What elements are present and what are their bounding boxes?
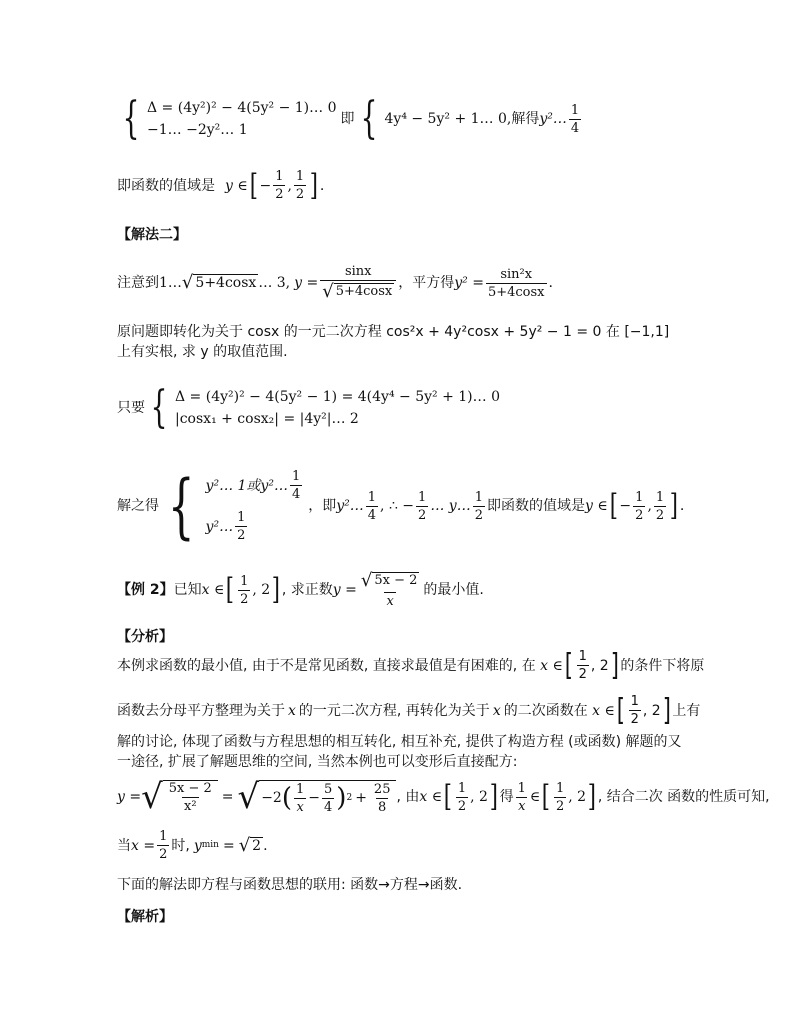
range-tail: 即函数的值域是 <box>486 498 585 514</box>
system-a-row-2: −1… −2y²… 1 <box>147 122 248 138</box>
frac-num: 1 <box>556 780 565 796</box>
para3d: 上有 <box>672 702 701 719</box>
y2-eq: y² = <box>454 275 484 291</box>
frac-den: 2 <box>556 798 565 814</box>
frac-den: 4 <box>324 799 333 815</box>
left-brace: { <box>167 465 195 547</box>
frac-den: 2 <box>240 591 249 607</box>
fraction-half-2 <box>554 782 566 813</box>
right-bracket: ] <box>610 647 619 683</box>
frac-num: 25 <box>373 781 391 797</box>
dot: . <box>548 275 553 291</box>
fraction-half <box>273 170 285 201</box>
fraction-half <box>629 695 641 726</box>
left-paren: ( <box>281 783 292 813</box>
left-bracket: [ <box>564 647 573 683</box>
fraction-quarter <box>569 104 581 135</box>
ji-word: ，即 <box>308 498 337 514</box>
paragraph-transform: 原问题即转化为关于 cosx 的一元二次方程 cos²x + 4y²cosx + 5y² − 1 = 0 在 [−1,1] 上有实根, 求 y 的取值范围. <box>117 324 670 360</box>
frac-den: x <box>518 798 526 814</box>
y-in: y ∈ <box>584 498 608 514</box>
y-squared: y²… <box>539 111 567 127</box>
range-text: 即函数的值域是 <box>117 177 215 194</box>
pingfang-word: 平方得 <box>412 275 455 291</box>
sqrt-radicand: 5x − 2 <box>374 573 418 588</box>
sqrt-expr: √ 5+4cosx <box>181 272 257 293</box>
left-bracket: [ <box>249 167 258 203</box>
system-d-row-2 <box>206 511 305 542</box>
y-eq: y = <box>332 582 357 598</box>
system-d-row-1 <box>206 470 305 501</box>
fraction-sin-over-sqrt <box>320 265 396 301</box>
frac-den: √ 5+4cosx <box>320 280 396 301</box>
system-a <box>147 101 337 137</box>
tail-text: , 结合二次 函数的性质可知, <box>597 789 770 805</box>
system-c-row-2: |cosx₁ + cosx₂| = |4y²|… 2 <box>175 411 359 427</box>
frac-den: 2 <box>578 667 587 682</box>
left-bracket: [ <box>616 692 625 728</box>
fraction-1-over-x <box>294 783 306 814</box>
comma-two: , 2 <box>568 789 587 805</box>
x-in: x ∈ <box>535 657 563 674</box>
frac-den: x <box>296 799 304 815</box>
line-7-minimum <box>117 830 268 861</box>
comma: , <box>647 498 652 514</box>
sqrt-completed-square: √ −2 ( $\frac{1}{x}$ − $\frac{5}{4}$ ) 2 + $\frac{25}{8}$ <box>238 780 397 814</box>
sqrt-two: √ 2 <box>238 834 262 856</box>
part-1: 1… <box>159 275 182 291</box>
analysis-heading: 【分析】 <box>117 629 173 645</box>
para2b: 的条件下将原 <box>620 657 705 674</box>
qiu-text: , 求正数 <box>281 582 333 598</box>
fraction-half <box>238 575 250 606</box>
s1a: y²… 1或y²… <box>205 477 288 494</box>
fraction-sqrt-over-x <box>359 572 422 608</box>
frac-den: 2 <box>418 507 427 523</box>
frac-num: 1 <box>295 169 305 184</box>
frac-den: 4 <box>291 487 301 502</box>
sqrt-frac: √ $\frac{5x - 2}{\text{x²}}$ <box>141 780 218 814</box>
y-in: y ∈ <box>225 177 248 194</box>
ji-word: 即 <box>340 111 355 127</box>
fraction-5-over-4 <box>322 783 334 814</box>
therefore: , ∴ − <box>380 498 415 514</box>
square-exp: 2 <box>346 792 353 803</box>
shi-word: 时, <box>171 837 190 854</box>
frac-den: 2 <box>474 507 483 523</box>
sqrt-radicand: 5+4cosx <box>195 275 257 291</box>
neg: − <box>259 177 272 194</box>
frac-den: 2 <box>159 847 168 862</box>
frac-num: 1 <box>367 489 377 505</box>
paragraph-analysis-2 <box>117 692 701 728</box>
frac-num: 1 <box>418 489 427 505</box>
frac-num: 1 <box>578 649 587 664</box>
right-bracket: ] <box>662 692 671 728</box>
right-bracket-2: ] <box>587 779 597 814</box>
frac-num: 1 <box>275 169 284 184</box>
para3c: 的二次函数在 <box>503 702 588 719</box>
fraction-d <box>633 491 645 522</box>
frac-den: 2 <box>630 712 639 727</box>
frac-num: 1 <box>655 489 665 505</box>
left-bracket: [ <box>443 779 453 814</box>
comma-cn: ， <box>398 275 413 291</box>
yizhi-word: 已知 <box>173 582 202 598</box>
s2a: y²… <box>205 518 234 535</box>
frac-den: 2 <box>457 798 467 814</box>
system-b: 4y⁴ − 5y² + 1… 0, <box>384 111 512 127</box>
line-1-systems <box>117 93 583 144</box>
fraction-25-over-8 <box>372 783 393 814</box>
left-bracket: [ <box>226 572 235 607</box>
frac-num: 1 <box>291 469 301 484</box>
equals: = <box>221 789 234 805</box>
fraction-quarter <box>290 470 302 501</box>
left-bracket: [ <box>609 488 618 523</box>
paragraph-analysis-1 <box>117 647 705 683</box>
jiexi-heading: 【解析】 <box>117 909 173 925</box>
frac-den: 2 <box>635 507 644 523</box>
frac-num: 1 <box>474 489 483 505</box>
para2a: 本例求函数的最小值, 由于不是常见函数, 直接求最值是有困难的, 在 <box>117 657 536 674</box>
comma-two: , 2 <box>642 702 661 719</box>
frac-den: x² <box>184 799 197 814</box>
fraction-half <box>157 830 169 861</box>
y2: y²… <box>336 498 364 514</box>
right-bracket: ] <box>489 779 498 814</box>
dot: . <box>263 837 268 854</box>
frac-num: 5x − 2 <box>168 781 212 796</box>
frac-num: 1 <box>457 780 467 796</box>
var-x: x <box>288 702 296 719</box>
example-2-label: 【例 2】 <box>117 582 174 598</box>
frac-den: 2 <box>295 187 305 202</box>
fraction-sin2 <box>486 268 547 299</box>
neg: − <box>619 498 632 514</box>
comma-two: , 2 <box>252 582 271 598</box>
left-bracket-2: [ <box>542 779 551 814</box>
frac-num: 1 <box>240 573 249 589</box>
system-d <box>206 470 305 542</box>
line-4-only-need <box>117 382 500 433</box>
frac-den: 5+4cosx <box>487 284 545 300</box>
in-symbol: ∈ <box>529 789 541 805</box>
left-brace-2: { <box>360 93 377 144</box>
comma: , <box>287 177 292 194</box>
sqrt-radicand: 5+4cosx <box>335 284 393 299</box>
comma-two: , 2 <box>590 657 609 674</box>
var-x-2: x <box>492 702 501 719</box>
fraction-1-over-x-2 <box>516 782 528 813</box>
sqrt-radicand: 2 <box>252 837 262 854</box>
fraction-a <box>366 491 378 522</box>
comma-two: , 2 <box>470 789 488 805</box>
zhuyi-word: 注意到 <box>117 275 159 291</box>
fraction-half <box>235 511 247 542</box>
frac-den: 2 <box>237 528 246 543</box>
line-5-solve <box>117 465 685 547</box>
x-in: x ∈ <box>419 789 443 805</box>
right-bracket: ] <box>669 488 679 523</box>
dang-word: 当 <box>117 837 131 854</box>
frac-num: √ 5x − 2 <box>360 570 418 591</box>
frac-den: 4 <box>367 507 377 523</box>
para3b: 的一元二次方程, 再转化为关于 <box>298 702 490 719</box>
frac-den: 8 <box>378 799 387 815</box>
line-6-formula <box>117 777 770 817</box>
right-paren: ) <box>336 783 347 813</box>
frac-den: 2 <box>655 507 665 523</box>
frac-den: 2 <box>275 187 284 202</box>
system-c <box>175 390 500 426</box>
equals: = <box>222 837 235 854</box>
example-2-line <box>117 572 484 608</box>
frac-num: 1 <box>296 781 305 797</box>
paragraph-analysis-3: 解的讨论, 体现了函数与方程思想的相互转化, 相互补充, 提供了构造方程 (或函数) 解题的又一途径, 扩展了解题思维的空间, 当然本例也可以变形后直接配方: <box>117 734 682 770</box>
system-c-row-1: Δ = (4y²)² − 4(5y² − 1) = 4(4y⁴ − 5y² + 1)… 0 <box>175 389 500 405</box>
frac-num: 1 <box>237 510 246 525</box>
frac-num: 1 <box>570 102 580 118</box>
zhiyao-word: 只要 <box>117 400 145 416</box>
fraction-e <box>654 491 666 522</box>
frac-num: sinx <box>344 264 372 279</box>
line-3-notice <box>117 265 553 301</box>
plus: + <box>355 790 367 806</box>
fraction-r1 <box>167 782 214 813</box>
frac-num: 1 <box>630 694 639 709</box>
frac-num: 1 <box>517 780 526 796</box>
you-word: , 由 <box>396 789 420 805</box>
y-leq: … y… <box>430 498 471 514</box>
frac-num: sin²x <box>500 266 533 282</box>
x-in: x ∈ <box>201 582 225 598</box>
method-2-heading: 【解法二】 <box>117 227 187 243</box>
y-eq: y = <box>117 789 142 805</box>
min-subscript: min <box>201 840 219 850</box>
frac-den: x <box>386 594 394 609</box>
right-bracket: ] <box>271 572 281 607</box>
x-eq: x = <box>131 837 156 854</box>
fraction-half <box>577 650 589 681</box>
line-2-range <box>117 167 325 203</box>
part-2: … 3, <box>258 275 291 291</box>
frac-den: 4 <box>570 120 580 136</box>
minus-two: −2 <box>261 790 282 806</box>
dot: . <box>319 177 325 194</box>
fraction-half-2 <box>294 170 306 201</box>
minus: − <box>308 790 321 806</box>
right-bracket: ] <box>309 167 319 203</box>
y-min: y <box>193 837 202 854</box>
jiezhi-word: 解之得 <box>117 498 159 514</box>
de-word: 得 <box>499 789 514 805</box>
x-in: x ∈ <box>587 702 615 719</box>
frac-num: 1 <box>635 489 644 505</box>
frac-num: 5 <box>324 781 333 797</box>
left-brace: { <box>122 93 140 144</box>
para3a: 函数去分母平方整理为关于 <box>117 702 285 719</box>
fraction-b <box>416 491 428 522</box>
fraction-c <box>473 491 485 522</box>
left-brace: { <box>150 382 168 433</box>
tail-text: 的最小值. <box>423 582 484 598</box>
fraction-half <box>456 782 468 813</box>
paragraph-method-flow: 下面的解法即方程与函数思想的联用: 函数→方程→函数. <box>117 877 463 893</box>
jiede-word: 解得 <box>511 111 540 127</box>
system-a-row-1: Δ = (4y²)² − 4(5y² − 1)… 0 <box>147 100 337 116</box>
dot: . <box>679 498 685 514</box>
y-eq: y = <box>294 275 319 291</box>
frac-num: 1 <box>159 829 168 844</box>
